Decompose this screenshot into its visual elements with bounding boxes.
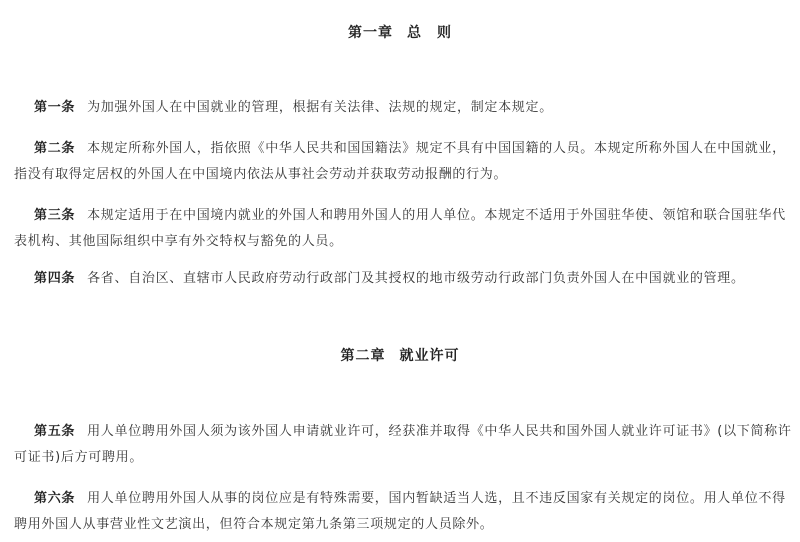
article-text: 用人单位聘用外国人从事的岗位应是有特殊需要，国内暂缺适当人选，且不违反国家有关规定的岗位。用人单位不得聘用外国人从事营业性文艺演出，但符合本规定第九条第三项规定的人员除外。 [14,491,786,532]
article-text: 为加强外国人在中国就业的管理，根据有关法律、法规的规定，制定本规定。 [87,100,553,115]
chapter-title: 总 则 [407,25,452,41]
chapter-number: 第二章 [340,348,386,364]
article-text: 各省、自治区、直辖市人民政府劳动行政部门及其授权的地市级劳动行政部门负责外国人在中国就业的管理。 [87,271,745,286]
chapter-heading [0,22,800,42]
article-paragraph [14,203,796,255]
article-text: 本规定适用于在中国境内就业的外国人和聘用外国人的用人单位。本规定不适用于外国驻华使、领馆和联合国驻华代表机构、其他国际组织中享有外交特权与豁免的人员。 [14,208,786,249]
article-paragraph [14,486,796,538]
article-paragraph [14,419,796,471]
article-number: 第一条 [34,100,76,115]
article-number: 第三条 [34,208,76,223]
chapter-title: 就业许可 [399,348,460,364]
article-text: 本规定所称外国人，指依照《中华人民共和国国籍法》规定不具有中国国籍的人员。本规定所称外国人在中国就业，指没有取得定居权的外国人在中国境内依法从事社会劳动并获取劳动报酬的行为。 [14,141,786,182]
article-number: 第五条 [34,424,76,439]
chapter-heading [0,345,800,365]
article-paragraph [14,95,796,121]
article-paragraph [14,136,796,188]
chapter-number: 第一章 [348,25,393,41]
article-number: 第六条 [34,491,76,506]
article-number: 第四条 [34,271,76,286]
article-paragraph [14,266,796,292]
article-number: 第二条 [34,141,76,156]
article-text: 用人单位聘用外国人须为该外国人申请就业许可，经获准并取得《中华人民共和国外国人就业许可证书》(以下简称许可证书)后方可聘用。 [14,424,792,465]
